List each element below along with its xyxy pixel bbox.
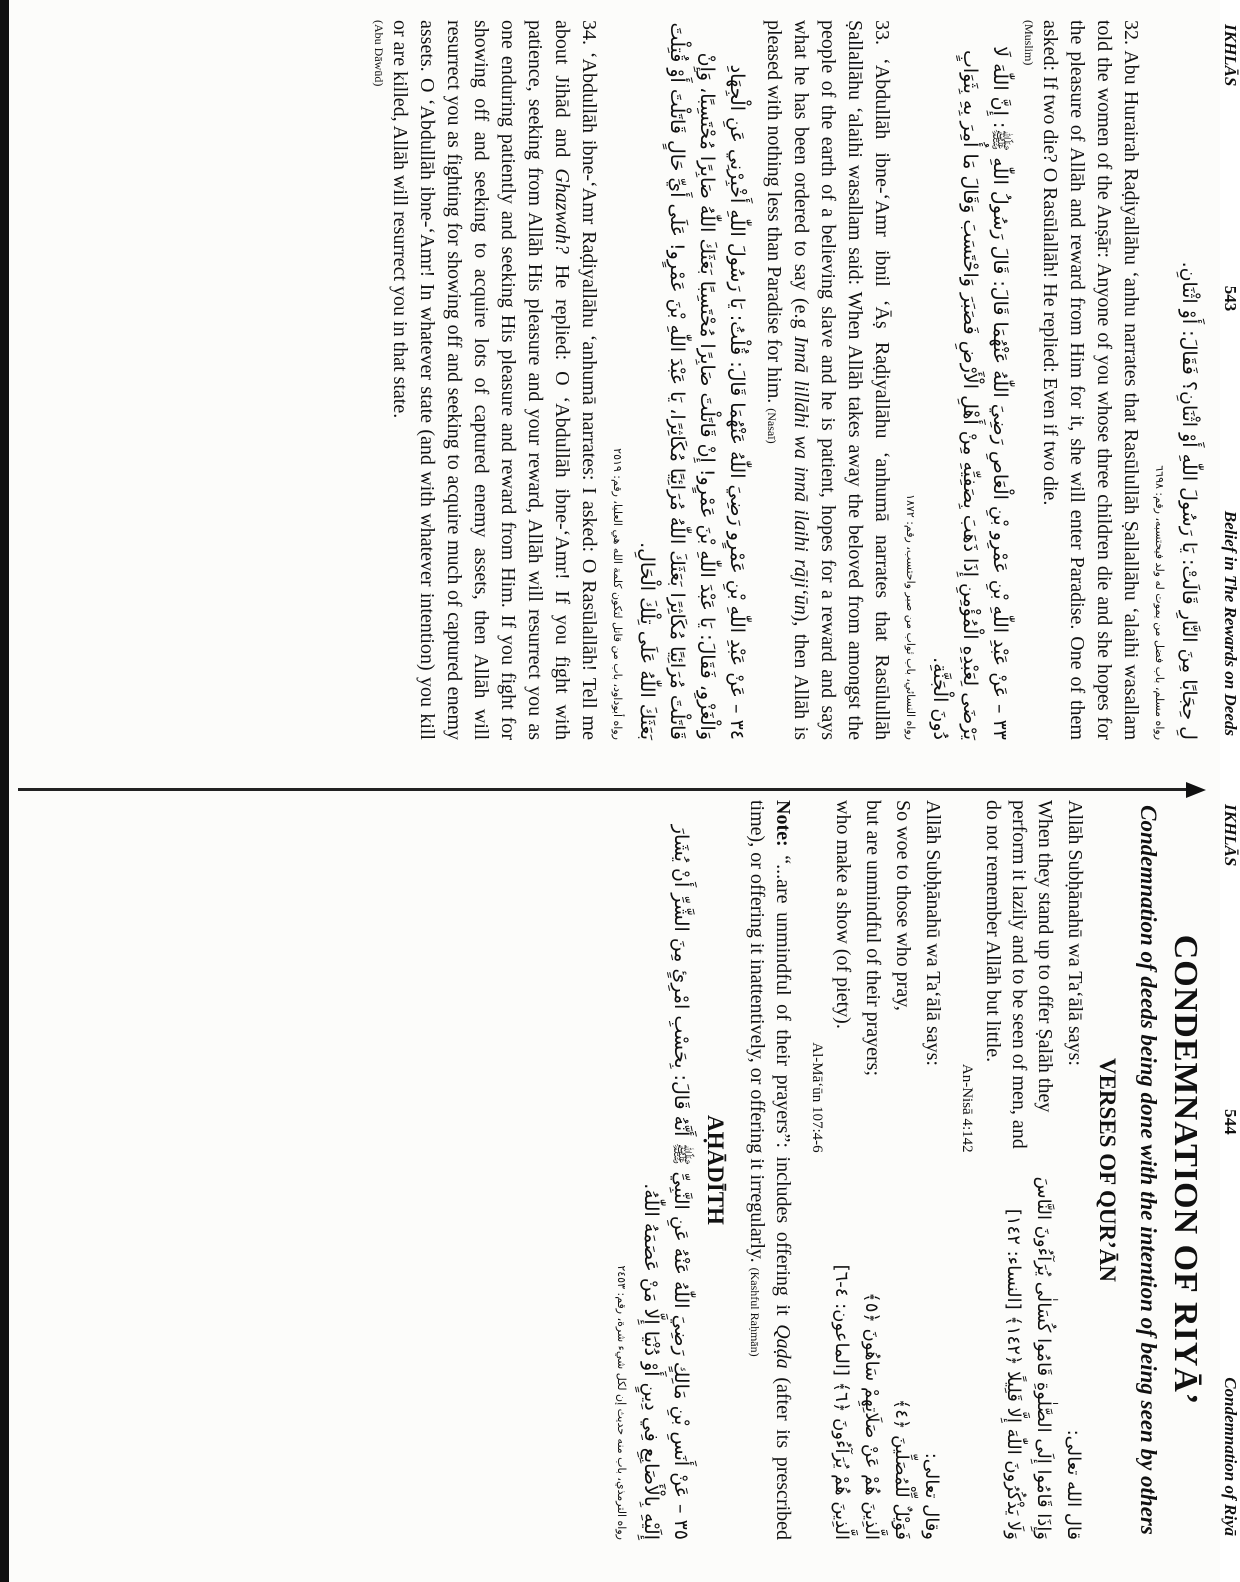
section-heading-ahadith: AḤĀDĪTH bbox=[703, 1115, 728, 1225]
verse-text: who make a show (of piety). bbox=[832, 800, 854, 1029]
translation-italic: Innā lillāhi wa innā ilaihi rāji‘ūn bbox=[790, 336, 812, 615]
hadith-arabic-source: رواه النسائي، باب ثواب من صبر واحتسب، رقم: ١٨٧٢ bbox=[904, 494, 917, 740]
hadith-35-arabic: ٣٥ – عَنْ أَنَسِ بْنِ مَالِكٍ رَضِيَ اللّٰهُ عَنْهُ عَنِ النَّبِيِّ ﷺ أَنَّهُ قَالَ: بِحَسْبِ امْرِئٍ مِنَ الشَّرِّ أَنْ يُشَارَ إِلَيْهِ بِالْأَصَابِعِ فِي دِينٍ أَوْ دُنْيَا إِلَّا مَنْ عَصَمَهُ اللّٰهُ. bbox=[640, 824, 692, 1540]
translation-text: 32. Abu Hurairah Raḍiyallāhu ‘anhu narrates that Rasūlullāh Ṣallallāhu ‘alaihi wasallam told the women of the Anṣār: Anyone of you whose three children die and she hopes for the pleasure of Allāh and reward from Him for it, she will enter Paradise. One of them asked: If two die? O Rasūlallāh! He replied: Even if two die. bbox=[1039, 20, 1142, 740]
chapter-subtitle: Condemnation of deeds being done with the intention of being seen by others bbox=[1136, 805, 1161, 1535]
verse-2-line-1 bbox=[886, 800, 916, 1540]
hadith-source: (Muslim) bbox=[1022, 20, 1036, 66]
hadith-33 bbox=[758, 20, 1015, 740]
verse-text: but are unmindful of their prayers; bbox=[862, 800, 884, 1077]
commentary-note bbox=[742, 800, 796, 1540]
verse-arabic: الَّذِينَ هُمْ يُرَآءُونَ ﴿٦﴾ [الماعون: ٤-٦] bbox=[831, 1264, 852, 1540]
verse-arabic: وَإِذَا قَامُوا إِلَى الصَّلٰوةِ قَامُوا كُسَالٰى يُرَآءُونَ النَّاسَ وَلَا يَذْكُرُونَ اللّٰهَ إِلَّا قَلِيلًا ﴿١٤٢﴾ [النساء: ١٤٢] bbox=[1003, 1176, 1054, 1540]
header-book-title: IKHLĀS bbox=[1221, 24, 1240, 87]
verse-text: So woe to those who pray, bbox=[892, 800, 914, 1011]
hadith-arabic-source: رواه الترمذي، باب منه حديث إن لكل شيء شرة، رقم: ٢٤٥٣ bbox=[615, 1265, 628, 1540]
verse-intro: Allāh Subḥānahū wa Ta‘ālā says: bbox=[1064, 800, 1086, 1066]
verse-translation bbox=[954, 800, 1058, 1153]
verse-1 bbox=[954, 800, 1058, 1540]
gutter-arrow-mark bbox=[1186, 782, 1206, 798]
hadith-source: (Abu Dāwūd) bbox=[372, 20, 386, 87]
page-number: 543 bbox=[1221, 285, 1240, 312]
scan-edge-shadow bbox=[0, 0, 9, 1582]
verse-arabic: الَّذِينَ هُمْ عَنْ صَلَاتِهِمْ سَاهُونَ ﴿٥﴾ bbox=[861, 1292, 882, 1540]
section-heading-verses: VERSES OF QUR’ĀN bbox=[1095, 1057, 1120, 1283]
translation-text: ), then Allāh is pleased with nothing less than Paradise for him. bbox=[763, 20, 812, 741]
hadith-arabic-text: ٣٤ – عَنْ عَبْدِ اللّٰهِ بْنِ عَمْرٍو رَضِيَ اللّٰهُ عَنْهُمَا قَالَ: قُلْتُ: يَا رَسُولَ اللّٰهِ أَخْبِرْنِي عَنِ الْجِهَادِ وَالْغَزْوِ، فَقَالَ: يَا عَبْدَ اللّٰهِ بْنَ عَمْرٍو! إِنْ قَاتَلْتَ صَابِرًا مُحْتَسِبًا بَعَثَكَ اللّٰهُ صَابِرًا مُحْتَسِبًا، وَإِنْ قَاتَلْتَ مُرَائِيًا مُكَاثِرًا بَعَثَكَ اللّٰهُ مُرَائِيًا مُكَاثِرًا، يَا عَبْدَ اللّٰهِ بْنَ عَمْرٍو! عَلَى أَيِّ حَالٍ قَاتَلْتَ أَوْ قُتِلْتَ بَعَثَكَ اللّٰهُ عَلَى تِلْكَ الْحَالِ. bbox=[636, 22, 748, 740]
verse-text: When they stand up to offer Ṣalāh they perform it lazily and to be seen of men, and do not remember Allāh but little. bbox=[982, 800, 1056, 1149]
hadith-translation bbox=[386, 20, 602, 740]
hadith-32 bbox=[1021, 20, 1204, 740]
translation-text: 34. ‘Abdullāh ibne-‘Amr Raḍiyallāhu ‘anhumā narrates: I asked: O Rasūlallāh! Tell me about Jihād and bbox=[551, 20, 600, 740]
verse-arabic: فَوَيْلٌ لِّلْمُصَلِّينَ ﴿٤﴾ bbox=[891, 1398, 912, 1540]
verse-translation bbox=[804, 800, 856, 1153]
translation-text: 33. ‘Abdullāh ibne-‘Amr ibnil ‘Āṣ Raḍiyallāhu ‘anhumā narrates that Rasūlullāh Ṣallallāhu ‘alaihi wasallam said: When Allāh takes away the beloved from amongst the people of the earth of a believing slave and he is patient, hopes for a reward and says what he has been ordered to say (e.g bbox=[790, 20, 893, 740]
header-chapter-title: Belief in The Rewards on Deeds bbox=[1221, 510, 1240, 736]
hadith-34 bbox=[371, 20, 752, 740]
verse-intro: Allāh Subḥānahū wa Ta‘ālā says: bbox=[922, 800, 944, 1066]
hadith-arabic-source: رواه مسلم، باب فضل من يموت له ولد فيحتسبه، رقم: ٦٦٩٨ bbox=[1153, 465, 1166, 740]
verse-citation: Al-Mā‘ūn 107:4-6 bbox=[809, 1042, 825, 1153]
hadith-translation bbox=[758, 20, 895, 740]
chapter-title: CONDEMNATION OF RIYĀ’ bbox=[1167, 934, 1204, 1406]
page-number: 544 bbox=[1221, 1109, 1240, 1135]
page-header bbox=[1210, 20, 1240, 740]
note-text: (after its prescribed time), or offering it inattentively, or offering it irregularly. bbox=[746, 800, 794, 1541]
hadith-arabic-text: لِ حِجَابًا مِنَ النَّارِ قَالَتْ: يَا رَسُولَ اللّٰهِ أَوْ اثْنَانِ؟ فَقَالَ: أَوْ اثْنَانِ. bbox=[1178, 261, 1200, 740]
hadith-arabic-source: رواه أبوداود، باب من قاتل لتكون كلمة الله هي العليا، رقم: ٢٥١٩ bbox=[611, 448, 624, 740]
page-header bbox=[1210, 800, 1240, 1540]
note-label: Note: bbox=[772, 800, 794, 847]
verse-intro-row-2 bbox=[916, 800, 946, 1540]
verse-intro-arabic: وقال تعالى: bbox=[921, 1452, 942, 1540]
verse-intro-row bbox=[1058, 800, 1088, 1540]
note-italic: Qaḍa bbox=[772, 1324, 794, 1369]
translation-italic: Ghazwah? bbox=[551, 168, 573, 254]
verse-citation: An-Nisā 4:142 bbox=[959, 1063, 975, 1153]
header-book-title: IKHLĀS bbox=[1221, 804, 1240, 867]
verse-2-line-3 bbox=[804, 800, 856, 1540]
note-source: (Kashful Raḥmān) bbox=[748, 1267, 762, 1357]
hadith-arabic-text: ٣٣ – عَنْ عَبْدِ اللّٰهِ بْنِ عَمْرِو بْنِ الْعَاصِ رَضِيَ اللّٰهُ عَنْهُمَا قَالَ: قَالَ رَسُولُ اللّٰهِ ﷺ: إِنَّ اللّٰهَ لَا يَرْضَى لِعَبْدِهِ الْمُؤْمِنِ إِذَا ذَهَبَ بِصَفِيِّهِ مِنْ أَهْلِ الْأَرْضِ فَصَبَرَ وَاحْتَسَبَ وَقَالَ مَا أُمِرَ بِهِ بِثَوَابٍ دُونَ الْجَنَّةِ. bbox=[929, 46, 1011, 740]
page-543 bbox=[90, 20, 1240, 740]
translation-text: He replied: O ‘Abdullāh ibne-‘Amr! If you fight with patience, seeking from Allāh His pleasure and your reward, Allāh will resurrect you as one enduring patiently and seeking His pleasure and reward from Him. If you fight for showing off and seeking to acquire lots of captured enemy assets, then Allāh will resurrect you as fighting for showing off and seeking to acquire much of captured enemy assets. O ‘Abdullāh ibne-‘Amr! In whatever state (and with whatever intention) you kill or are killed, Allāh will resurrect you in that state. bbox=[389, 20, 573, 741]
hadith-source: (Nasaī) bbox=[765, 408, 779, 444]
hadith-translation bbox=[1036, 20, 1144, 740]
verse-2-line-2 bbox=[856, 800, 886, 1540]
verse-intro-arabic: قال الله تعالى: bbox=[1063, 1429, 1084, 1540]
note-text: “...are unmindful of their prayers”: includes offering it bbox=[772, 855, 794, 1316]
book-gutter-line bbox=[18, 788, 1198, 791]
header-chapter-title: Condemnation of Riyā bbox=[1221, 1377, 1240, 1536]
page-544 bbox=[90, 800, 1240, 1540]
